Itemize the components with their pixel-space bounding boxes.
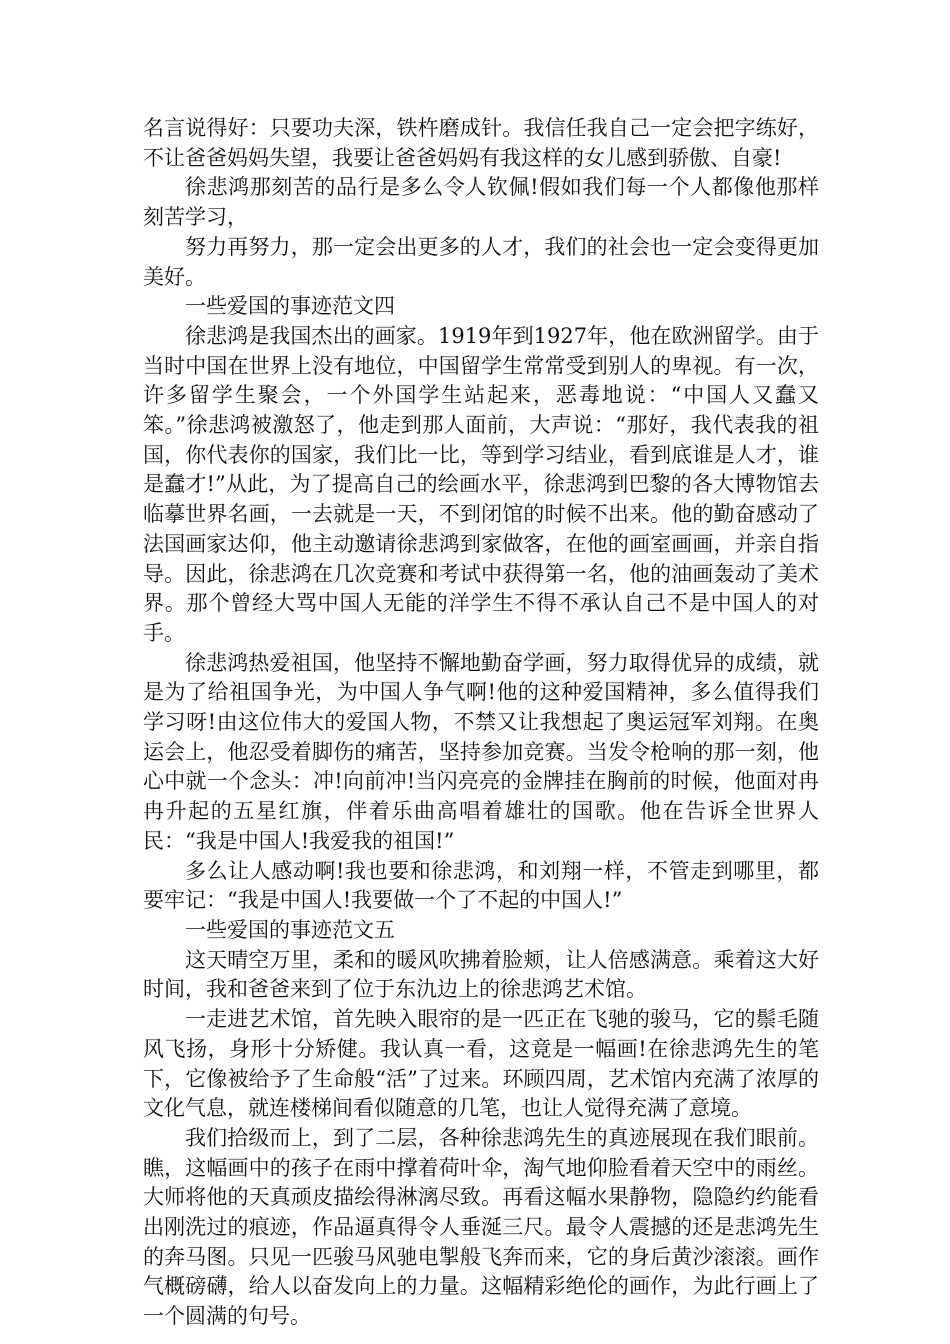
paragraph-6: 多么让人感动啊!我也要和徐悲鸿，和刘翔一样，不管走到哪里，都要牢记：“我是中国人!我要做一个了不起的中国人!”	[143, 858, 819, 913]
paragraph-2: 徐悲鸿那刻苦的品行是多么令人钦佩!假如我们每一个人都像他那样刻苦学习，	[143, 175, 819, 230]
paragraph-9: 我们拾级而上，到了二层，各种徐悲鸿先生的真迹展现在我们眼前。瞧，这幅画中的孩子在雨中撑着荷叶伞，淘气地仰脸看着天空中的雨丝。大师将他的天真顽皮描绘得淋漓尽致。再看这幅水果静物，隐隐约约能看出刚洗过的痕迹，作品逼真得令人垂涎三尺。最令人震撼的还是悲鸿先生的奔马图。只见一匹骏马风驰电掣般飞奔而来，它的身后黄沙滚滚。画作气概磅礴，给人以奋发向上的力量。这幅精彩绝伦的画作，为此行画上了一个圆满的句号。	[143, 1125, 819, 1329]
section-heading-4: 一些爱国的事迹范文四	[185, 294, 395, 319]
paragraph-5: 徐悲鸿热爱祖国，他坚持不懈地勤奋学画，努力取得优异的成绩，就是为了给祖国争光，为中国人争气啊!他的这种爱国精神，多么值得我们学习呀!由这位伟大的爱国人物，不禁又让我想起了奥运冠军刘翔。在奥运会上，他忍受着脚伤的痛苦，坚持参加竞赛。当发令枪响的那一刻，他心中就一个念头：冲!向前冲!当闪亮亮的金牌挂在胸前的时候，他面对冉冉升起的五星红旗，伴着乐曲高唱着雄壮的国歌。他在告诉全世界人民：“我是中国人!我爱我的祖国!”	[143, 650, 819, 853]
paragraph-8: 一走进艺术馆，首先映入眼帘的是一匹正在飞驰的骏马，它的鬃毛随风飞扬，身形十分矫健。我认真一看，这竟是一幅画!在徐悲鸿先生的笔下，它像被给予了生命般“活”了过来。环顾四周，艺术馆内充满了浓厚的文化气息，就连楼梯间看似随意的几笔，也让人觉得充满了意境。	[143, 1007, 819, 1121]
document-body	[143, 114, 819, 1332]
paragraph-4: 徐悲鸿是我国杰出的画家。1919年到1927年，他在欧洲留学。由于当时中国在世界上没有地位，中国留学生常常受到别人的卑视。有一次，许多留学生聚会，一个外国学生站起来，恶毒地说：“中国人又蠢又笨。”徐悲鸿被激怒了，他走到那人面前，大声说：“那好，我代表我的祖国，你代表你的国家，我们比一比，等到学习结业，看到底谁是人才，谁是蠢才!”从此，为了提高自己的绘画水平，徐悲鸿到巴黎的各大博物馆去临摹世界名画，一去就是一天，不到闭馆的时候不出来。他的勤奋感动了法国画家达仰，他主动邀请徐悲鸿到家做客，在他的画室画画，并亲自指导。因此，徐悲鸿在几次竞赛和考试中获得第一名，他的油画轰动了美术界。那个曾经大骂中国人无能的洋学生不得不承认自己不是中国人的对手。	[143, 323, 819, 645]
paragraph-3: 努力再努力，那一定会出更多的人才，我们的社会也一定会变得更加美好。	[143, 234, 819, 289]
paragraph-1: 名言说得好：只要功夫深，铁杵磨成针。我信任我自己一定会把字练好，不让爸爸妈妈失望，我要让爸爸妈妈有我这样的女儿感到骄傲、自豪!	[143, 116, 819, 170]
paragraph-7: 这天晴空万里，柔和的暖风吹拂着脸颊，让人倍感满意。乘着这大好时间，我和爸爸来到了位于东氿边上的徐悲鸿艺术馆。	[143, 947, 819, 1002]
section-heading-5: 一些爱国的事迹范文五	[185, 917, 395, 942]
